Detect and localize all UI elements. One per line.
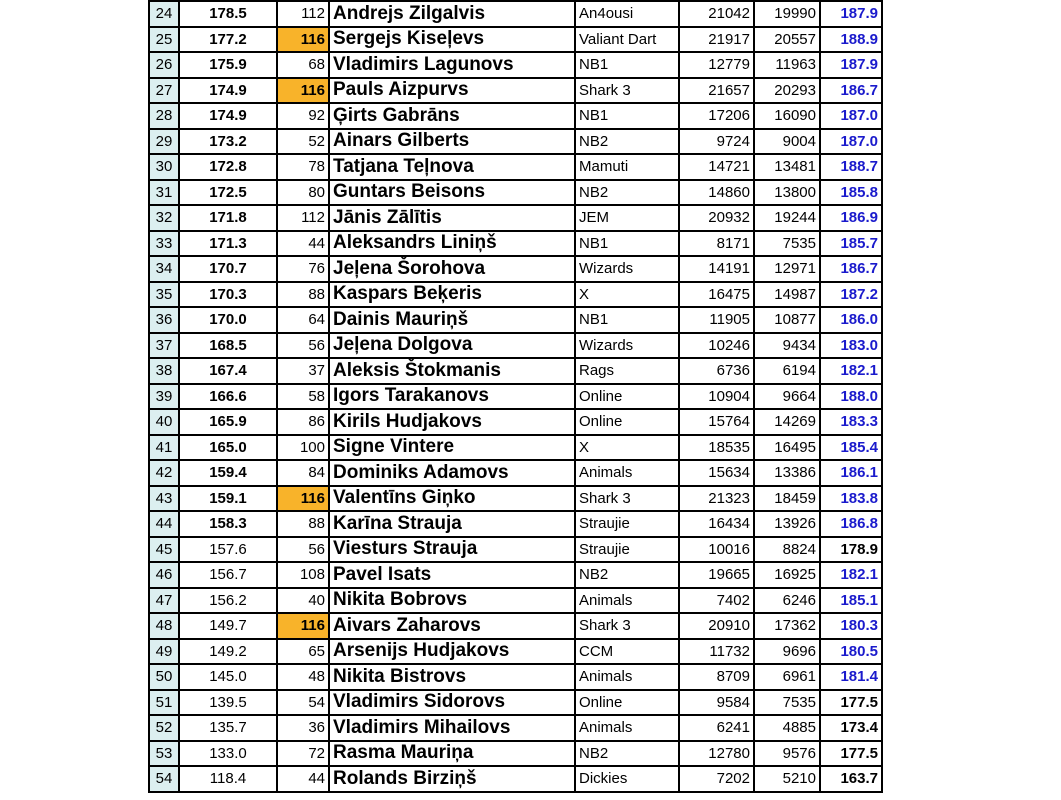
average-cell: 186.7 <box>820 256 882 282</box>
table-row <box>149 409 882 435</box>
rank-cell: 53 <box>149 741 179 767</box>
table-row <box>149 282 882 308</box>
total-pins-cell: 10904 <box>679 384 754 410</box>
player-name-cell: Vladimirs Sidorovs <box>329 690 575 716</box>
player-name-cell: Nikita Bobrovs <box>329 588 575 614</box>
average-cell: 186.1 <box>820 460 882 486</box>
rank-cell: 38 <box>149 358 179 384</box>
table-row <box>149 1 882 27</box>
table-row <box>149 154 882 180</box>
table-row <box>149 486 882 512</box>
score-cell: 145.0 <box>179 664 277 690</box>
games-cell: 44 <box>277 231 329 257</box>
rank-cell: 37 <box>149 333 179 359</box>
scratch-pins-cell: 6194 <box>754 358 820 384</box>
scratch-pins-cell: 17362 <box>754 613 820 639</box>
table-row <box>149 307 882 333</box>
score-cell: 174.9 <box>179 103 277 129</box>
games-cell: 116 <box>277 78 329 104</box>
score-cell: 149.2 <box>179 639 277 665</box>
player-name-cell: Valentīns Giņko <box>329 486 575 512</box>
scratch-pins-cell: 13386 <box>754 460 820 486</box>
standings-table <box>148 0 883 793</box>
team-cell: Straujie <box>575 537 679 563</box>
score-cell: 168.5 <box>179 333 277 359</box>
scratch-pins-cell: 9696 <box>754 639 820 665</box>
games-cell: 72 <box>277 741 329 767</box>
average-cell: 178.9 <box>820 537 882 563</box>
player-name-cell: Vladimirs Lagunovs <box>329 52 575 78</box>
team-cell: Dickies <box>575 766 679 792</box>
rank-cell: 51 <box>149 690 179 716</box>
standings-table-body <box>149 1 882 792</box>
score-cell: 170.0 <box>179 307 277 333</box>
team-cell: An4ousi <box>575 1 679 27</box>
games-cell: 37 <box>277 358 329 384</box>
average-cell: 183.3 <box>820 409 882 435</box>
table-row <box>149 766 882 792</box>
table-row <box>149 537 882 563</box>
player-name-cell: Arsenijs Hudjakovs <box>329 639 575 665</box>
rank-cell: 39 <box>149 384 179 410</box>
total-pins-cell: 6241 <box>679 715 754 741</box>
total-pins-cell: 11732 <box>679 639 754 665</box>
total-pins-cell: 18535 <box>679 435 754 461</box>
scratch-pins-cell: 16090 <box>754 103 820 129</box>
player-name-cell: Pauls Aizpurvs <box>329 78 575 104</box>
games-cell: 65 <box>277 639 329 665</box>
total-pins-cell: 9724 <box>679 129 754 155</box>
table-row <box>149 690 882 716</box>
player-name-cell: Aivars Zaharovs <box>329 613 575 639</box>
games-cell: 108 <box>277 562 329 588</box>
games-cell: 36 <box>277 715 329 741</box>
rank-cell: 50 <box>149 664 179 690</box>
total-pins-cell: 7402 <box>679 588 754 614</box>
scratch-pins-cell: 13926 <box>754 511 820 537</box>
table-row <box>149 588 882 614</box>
total-pins-cell: 7202 <box>679 766 754 792</box>
scratch-pins-cell: 12971 <box>754 256 820 282</box>
games-cell: 100 <box>277 435 329 461</box>
rank-cell: 41 <box>149 435 179 461</box>
player-name-cell: Jeļena Šorohova <box>329 256 575 282</box>
games-cell: 88 <box>277 282 329 308</box>
team-cell: Shark 3 <box>575 78 679 104</box>
player-name-cell: Tatjana Teļnova <box>329 154 575 180</box>
table-row <box>149 205 882 231</box>
games-cell: 68 <box>277 52 329 78</box>
average-cell: 182.1 <box>820 562 882 588</box>
rank-cell: 26 <box>149 52 179 78</box>
team-cell: NB1 <box>575 103 679 129</box>
team-cell: Online <box>575 409 679 435</box>
score-cell: 166.6 <box>179 384 277 410</box>
team-cell: Wizards <box>575 256 679 282</box>
total-pins-cell: 6736 <box>679 358 754 384</box>
table-row <box>149 511 882 537</box>
average-cell: 186.7 <box>820 78 882 104</box>
average-cell: 185.1 <box>820 588 882 614</box>
table-row <box>149 384 882 410</box>
total-pins-cell: 19665 <box>679 562 754 588</box>
average-cell: 180.3 <box>820 613 882 639</box>
games-cell: 116 <box>277 486 329 512</box>
team-cell: Online <box>575 384 679 410</box>
score-cell: 178.5 <box>179 1 277 27</box>
score-cell: 158.3 <box>179 511 277 537</box>
team-cell: NB2 <box>575 129 679 155</box>
rank-cell: 32 <box>149 205 179 231</box>
rank-cell: 45 <box>149 537 179 563</box>
player-name-cell: Ainars Gilberts <box>329 129 575 155</box>
games-cell: 116 <box>277 613 329 639</box>
team-cell: Valiant Dart <box>575 27 679 53</box>
games-cell: 52 <box>277 129 329 155</box>
scratch-pins-cell: 4885 <box>754 715 820 741</box>
team-cell: NB1 <box>575 231 679 257</box>
table-row <box>149 358 882 384</box>
player-name-cell: Aleksandrs Liniņš <box>329 231 575 257</box>
player-name-cell: Rolands Birziņš <box>329 766 575 792</box>
average-cell: 187.9 <box>820 52 882 78</box>
scratch-pins-cell: 7535 <box>754 231 820 257</box>
rank-cell: 48 <box>149 613 179 639</box>
games-cell: 80 <box>277 180 329 206</box>
games-cell: 92 <box>277 103 329 129</box>
games-cell: 86 <box>277 409 329 435</box>
player-name-cell: Jānis Zālītis <box>329 205 575 231</box>
score-cell: 156.7 <box>179 562 277 588</box>
scratch-pins-cell: 14269 <box>754 409 820 435</box>
average-cell: 188.7 <box>820 154 882 180</box>
total-pins-cell: 11905 <box>679 307 754 333</box>
player-name-cell: Vladimirs Mihailovs <box>329 715 575 741</box>
games-cell: 54 <box>277 690 329 716</box>
average-cell: 187.9 <box>820 1 882 27</box>
games-cell: 76 <box>277 256 329 282</box>
table-row <box>149 78 882 104</box>
total-pins-cell: 17206 <box>679 103 754 129</box>
average-cell: 185.4 <box>820 435 882 461</box>
games-cell: 56 <box>277 333 329 359</box>
scratch-pins-cell: 8824 <box>754 537 820 563</box>
total-pins-cell: 9584 <box>679 690 754 716</box>
scratch-pins-cell: 19244 <box>754 205 820 231</box>
scratch-pins-cell: 18459 <box>754 486 820 512</box>
score-cell: 170.7 <box>179 256 277 282</box>
scratch-pins-cell: 10877 <box>754 307 820 333</box>
team-cell: Mamuti <box>575 154 679 180</box>
table-row <box>149 256 882 282</box>
scratch-pins-cell: 6961 <box>754 664 820 690</box>
total-pins-cell: 12780 <box>679 741 754 767</box>
table-row <box>149 180 882 206</box>
total-pins-cell: 12779 <box>679 52 754 78</box>
games-cell: 88 <box>277 511 329 537</box>
score-cell: 177.2 <box>179 27 277 53</box>
table-row <box>149 562 882 588</box>
table-row <box>149 52 882 78</box>
average-cell: 185.8 <box>820 180 882 206</box>
team-cell: Rags <box>575 358 679 384</box>
score-cell: 149.7 <box>179 613 277 639</box>
average-cell: 183.0 <box>820 333 882 359</box>
score-cell: 157.6 <box>179 537 277 563</box>
average-cell: 186.9 <box>820 205 882 231</box>
scratch-pins-cell: 13800 <box>754 180 820 206</box>
table-row <box>149 103 882 129</box>
score-cell: 118.4 <box>179 766 277 792</box>
average-cell: 173.4 <box>820 715 882 741</box>
rank-cell: 46 <box>149 562 179 588</box>
rank-cell: 27 <box>149 78 179 104</box>
games-cell: 64 <box>277 307 329 333</box>
table-row <box>149 613 882 639</box>
games-cell: 58 <box>277 384 329 410</box>
score-cell: 172.8 <box>179 154 277 180</box>
games-cell: 112 <box>277 205 329 231</box>
score-cell: 159.4 <box>179 460 277 486</box>
player-name-cell: Nikita Bistrovs <box>329 664 575 690</box>
team-cell: Animals <box>575 460 679 486</box>
score-cell: 165.9 <box>179 409 277 435</box>
scratch-pins-cell: 6246 <box>754 588 820 614</box>
games-cell: 112 <box>277 1 329 27</box>
standings-table-wrapper <box>148 0 881 793</box>
score-cell: 133.0 <box>179 741 277 767</box>
team-cell: Shark 3 <box>575 486 679 512</box>
total-pins-cell: 14191 <box>679 256 754 282</box>
scratch-pins-cell: 5210 <box>754 766 820 792</box>
team-cell: Shark 3 <box>575 613 679 639</box>
rank-cell: 42 <box>149 460 179 486</box>
average-cell: 186.8 <box>820 511 882 537</box>
average-cell: 180.5 <box>820 639 882 665</box>
average-cell: 187.2 <box>820 282 882 308</box>
total-pins-cell: 14860 <box>679 180 754 206</box>
score-cell: 156.2 <box>179 588 277 614</box>
score-cell: 170.3 <box>179 282 277 308</box>
average-cell: 186.0 <box>820 307 882 333</box>
rank-cell: 34 <box>149 256 179 282</box>
rank-cell: 40 <box>149 409 179 435</box>
scratch-pins-cell: 7535 <box>754 690 820 716</box>
total-pins-cell: 10016 <box>679 537 754 563</box>
games-cell: 40 <box>277 588 329 614</box>
games-cell: 56 <box>277 537 329 563</box>
player-name-cell: Jeļena Dolgova <box>329 333 575 359</box>
team-cell: X <box>575 435 679 461</box>
scratch-pins-cell: 19990 <box>754 1 820 27</box>
team-cell: NB1 <box>575 52 679 78</box>
average-cell: 181.4 <box>820 664 882 690</box>
scratch-pins-cell: 9664 <box>754 384 820 410</box>
team-cell: Straujie <box>575 511 679 537</box>
table-row <box>149 333 882 359</box>
score-cell: 159.1 <box>179 486 277 512</box>
rank-cell: 30 <box>149 154 179 180</box>
player-name-cell: Dainis Mauriņš <box>329 307 575 333</box>
table-row <box>149 129 882 155</box>
rank-cell: 25 <box>149 27 179 53</box>
table-row <box>149 664 882 690</box>
score-cell: 167.4 <box>179 358 277 384</box>
scratch-pins-cell: 9004 <box>754 129 820 155</box>
team-cell: Wizards <box>575 333 679 359</box>
rank-cell: 52 <box>149 715 179 741</box>
total-pins-cell: 14721 <box>679 154 754 180</box>
games-cell: 84 <box>277 460 329 486</box>
total-pins-cell: 21917 <box>679 27 754 53</box>
total-pins-cell: 20910 <box>679 613 754 639</box>
table-row <box>149 460 882 486</box>
rank-cell: 35 <box>149 282 179 308</box>
player-name-cell: Rasma Mauriņa <box>329 741 575 767</box>
total-pins-cell: 21042 <box>679 1 754 27</box>
score-cell: 175.9 <box>179 52 277 78</box>
player-name-cell: Pavel Isats <box>329 562 575 588</box>
player-name-cell: Signe Vintere <box>329 435 575 461</box>
scratch-pins-cell: 9434 <box>754 333 820 359</box>
average-cell: 188.9 <box>820 27 882 53</box>
scratch-pins-cell: 16925 <box>754 562 820 588</box>
team-cell: X <box>575 282 679 308</box>
player-name-cell: Dominiks Adamovs <box>329 460 575 486</box>
average-cell: 177.5 <box>820 690 882 716</box>
total-pins-cell: 8709 <box>679 664 754 690</box>
rank-cell: 49 <box>149 639 179 665</box>
player-name-cell: Kaspars Beķeris <box>329 282 575 308</box>
player-name-cell: Guntars Beisons <box>329 180 575 206</box>
table-row <box>149 231 882 257</box>
total-pins-cell: 8171 <box>679 231 754 257</box>
games-cell: 44 <box>277 766 329 792</box>
rank-cell: 43 <box>149 486 179 512</box>
score-cell: 174.9 <box>179 78 277 104</box>
team-cell: NB2 <box>575 741 679 767</box>
score-cell: 139.5 <box>179 690 277 716</box>
rank-cell: 54 <box>149 766 179 792</box>
scratch-pins-cell: 20293 <box>754 78 820 104</box>
games-cell: 48 <box>277 664 329 690</box>
rank-cell: 29 <box>149 129 179 155</box>
team-cell: Online <box>575 690 679 716</box>
scratch-pins-cell: 20557 <box>754 27 820 53</box>
scratch-pins-cell: 11963 <box>754 52 820 78</box>
rank-cell: 28 <box>149 103 179 129</box>
score-cell: 173.2 <box>179 129 277 155</box>
total-pins-cell: 20932 <box>679 205 754 231</box>
average-cell: 185.7 <box>820 231 882 257</box>
rank-cell: 36 <box>149 307 179 333</box>
total-pins-cell: 21657 <box>679 78 754 104</box>
total-pins-cell: 21323 <box>679 486 754 512</box>
average-cell: 187.0 <box>820 103 882 129</box>
rank-cell: 33 <box>149 231 179 257</box>
average-cell: 188.0 <box>820 384 882 410</box>
total-pins-cell: 16434 <box>679 511 754 537</box>
games-cell: 116 <box>277 27 329 53</box>
score-cell: 171.3 <box>179 231 277 257</box>
average-cell: 163.7 <box>820 766 882 792</box>
table-row <box>149 639 882 665</box>
table-row <box>149 715 882 741</box>
team-cell: Animals <box>575 664 679 690</box>
player-name-cell: Andrejs Zilgalvis <box>329 1 575 27</box>
player-name-cell: Ģirts Gabrāns <box>329 103 575 129</box>
team-cell: NB2 <box>575 562 679 588</box>
team-cell: CCM <box>575 639 679 665</box>
player-name-cell: Kirils Hudjakovs <box>329 409 575 435</box>
total-pins-cell: 16475 <box>679 282 754 308</box>
team-cell: JEM <box>575 205 679 231</box>
scratch-pins-cell: 16495 <box>754 435 820 461</box>
rank-cell: 31 <box>149 180 179 206</box>
rank-cell: 47 <box>149 588 179 614</box>
total-pins-cell: 15764 <box>679 409 754 435</box>
total-pins-cell: 15634 <box>679 460 754 486</box>
team-cell: Animals <box>575 588 679 614</box>
score-cell: 171.8 <box>179 205 277 231</box>
average-cell: 182.1 <box>820 358 882 384</box>
scratch-pins-cell: 13481 <box>754 154 820 180</box>
table-row <box>149 27 882 53</box>
score-cell: 165.0 <box>179 435 277 461</box>
player-name-cell: Karīna Strauja <box>329 511 575 537</box>
team-cell: NB2 <box>575 180 679 206</box>
player-name-cell: Igors Tarakanovs <box>329 384 575 410</box>
average-cell: 183.8 <box>820 486 882 512</box>
player-name-cell: Sergejs Kiseļevs <box>329 27 575 53</box>
average-cell: 177.5 <box>820 741 882 767</box>
games-cell: 78 <box>277 154 329 180</box>
average-cell: 187.0 <box>820 129 882 155</box>
table-row <box>149 741 882 767</box>
scratch-pins-cell: 14987 <box>754 282 820 308</box>
total-pins-cell: 10246 <box>679 333 754 359</box>
team-cell: NB1 <box>575 307 679 333</box>
scratch-pins-cell: 9576 <box>754 741 820 767</box>
player-name-cell: Viesturs Strauja <box>329 537 575 563</box>
rank-cell: 24 <box>149 1 179 27</box>
team-cell: Animals <box>575 715 679 741</box>
player-name-cell: Aleksis Štokmanis <box>329 358 575 384</box>
score-cell: 135.7 <box>179 715 277 741</box>
table-row <box>149 435 882 461</box>
score-cell: 172.5 <box>179 180 277 206</box>
rank-cell: 44 <box>149 511 179 537</box>
